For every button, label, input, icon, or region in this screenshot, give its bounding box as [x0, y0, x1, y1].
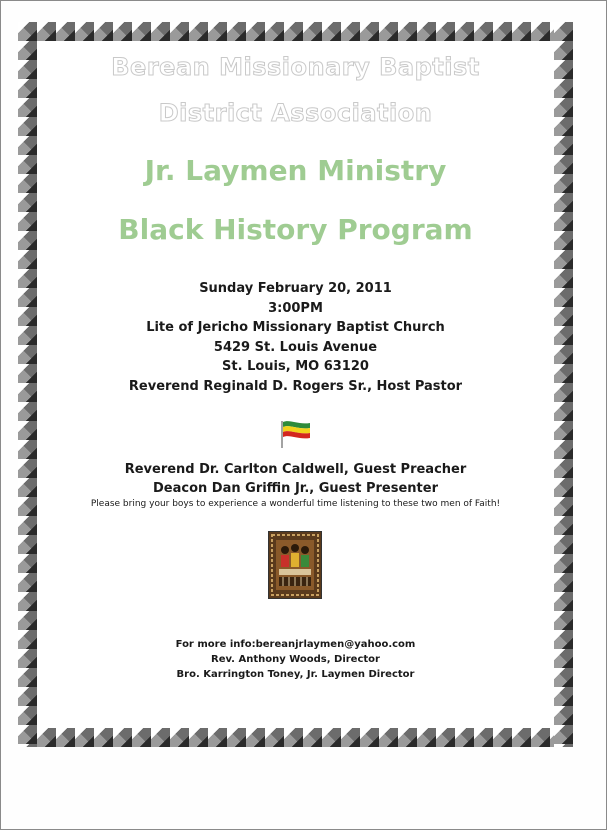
event-time: 3:00PM — [268, 300, 323, 316]
event-host: Reverend Reginald D. Rogers Sr., Host Pastor — [128, 378, 463, 394]
border-left — [18, 22, 37, 747]
guest-speakers — [37, 460, 554, 498]
event-street: 5429 St. Louis Avenue — [213, 339, 378, 355]
contact-jr-director: Bro. Karrington Toney, Jr. Laymen Director — [176, 669, 415, 680]
african-art-image — [268, 531, 322, 599]
contact-email: For more info:bereanjrlaymen@yahoo.com — [175, 639, 416, 650]
program-title: Black History Program — [118, 213, 473, 246]
guest-preacher: Reverend Dr. Carlton Caldwell, Guest Preacher — [124, 462, 467, 477]
flyer-content — [37, 41, 554, 728]
border-top — [18, 22, 573, 41]
event-details — [37, 279, 554, 396]
contact-info — [37, 637, 554, 682]
flag-icon — [280, 419, 312, 449]
org-name-line1: Berean Missionary Baptist — [111, 53, 480, 81]
border-bottom — [18, 728, 573, 747]
org-name-line2: District Association — [158, 99, 433, 127]
invitation-text: Please bring your boys to experience a wonderful time listening to these two men of Faith! — [90, 499, 501, 509]
guest-presenter: Deacon Dan Griffin Jr., Guest Presenter — [153, 481, 438, 496]
event-church: Lite of Jericho Missionary Baptist Church — [146, 320, 445, 335]
event-city: St. Louis, MO 63120 — [222, 359, 369, 374]
contact-director: Rev. Anthony Woods, Director — [211, 654, 380, 665]
border-right — [554, 22, 573, 747]
ministry-title: Jr. Laymen Ministry — [144, 154, 447, 187]
event-date: Sunday February 20, 2011 — [199, 281, 392, 296]
